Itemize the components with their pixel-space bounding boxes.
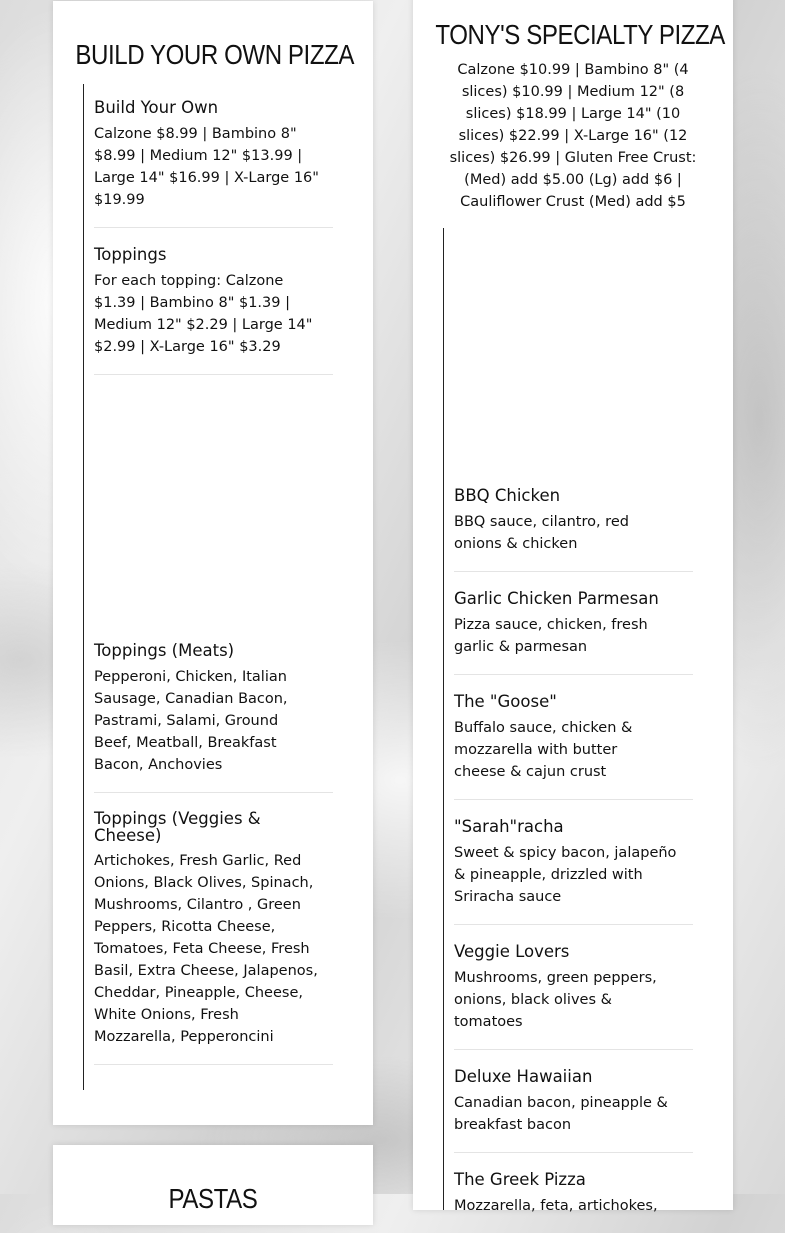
menu-item	[454, 589, 693, 675]
menu-item	[94, 641, 333, 793]
item-name: Toppings (Meats)	[94, 641, 235, 660]
menu-item	[94, 810, 333, 1065]
build-your-own-pizza-card	[53, 1, 373, 1125]
menu-item	[454, 817, 693, 925]
item-name: BBQ Chicken	[454, 486, 561, 505]
menu-item-list	[83, 84, 333, 1090]
menu-item	[454, 692, 693, 800]
pastas-card	[53, 1145, 373, 1225]
card-title: BUILD YOUR OWN PIZZA	[75, 39, 355, 70]
item-description: Mushrooms, green peppers, onions, black olives & tomatoes	[454, 970, 657, 1030]
menu-item	[454, 1170, 693, 1233]
item-description: Pepperoni, Chicken, Italian Sausage, Canadian Bacon, Pastrami, Salami, Ground Beef, Meatball, Breakfast Bacon, Anchovies	[94, 669, 288, 773]
card-subtitle: Calzone $10.99 | Bambino 8" (4 slices) $10.99 | Medium 12" (8 slices) $18.99 | Large 14" (10 slices) $22.99 | X-Large 16" (12 slices) $26.99 | Gluten Free Crust: (Med) add $5.00 (Lg) add $6 | Cauliflower Crust (Med) add $5	[449, 62, 697, 210]
menu-item	[454, 942, 693, 1050]
menu-item-list	[443, 228, 693, 1214]
item-name: Garlic Chicken Parmesan	[454, 589, 659, 608]
item-name: Toppings	[94, 245, 167, 264]
image-placeholder	[94, 392, 333, 641]
item-description: BBQ sauce, cilantro, red onions & chicken	[454, 514, 629, 552]
item-description: Artichokes, Fresh Garlic, Red Onions, Black Olives, Spinach, Mushrooms, Cilantro , Green Peppers, Ricotta Cheese, Tomatoes, Feta Cheese, Fresh Basil, Extra Cheese, Jalapenos, Cheddar, Pineapple, Cheese, White Onions, Fresh Mozzarella, Pepperoncini	[94, 853, 318, 1045]
item-name: The "Goose"	[454, 692, 557, 711]
menu-item	[454, 486, 693, 572]
item-name: The Greek Pizza	[454, 1170, 586, 1189]
item-description: Pizza sauce, chicken, fresh garlic & parmesan	[454, 617, 648, 655]
menu-item	[94, 98, 333, 228]
item-description: Canadian bacon, pineapple & breakfast bacon	[454, 1095, 668, 1133]
item-name: Deluxe Hawaiian	[454, 1067, 593, 1086]
item-description: Sweet & spicy bacon, jalapeño & pineapple, drizzled with Sriracha sauce	[454, 845, 677, 905]
item-description: For each topping: Calzone $1.39 | Bambino 8" $1.39 | Medium 12" $2.29 | Large 14" $2.99 | X-Large 16" $3.29	[94, 273, 313, 355]
item-description: Calzone $8.99 | Bambino 8" $8.99 | Medium 12" $13.99 | Large 14" $16.99 | X-Large 16" $19.99	[94, 126, 319, 208]
item-name: Build Your Own	[94, 98, 219, 117]
menu-item	[94, 245, 333, 375]
image-placeholder	[454, 228, 693, 486]
card-title: PASTAS	[168, 1183, 258, 1214]
card-title: TONY'S SPECIALTY PIZZA	[435, 19, 725, 50]
tonys-specialty-pizza-card	[413, 0, 733, 1214]
item-name: Toppings (Veggies & Cheese)	[94, 809, 261, 845]
item-name: Veggie Lovers	[454, 942, 570, 961]
item-description: Buffalo sauce, chicken & mozzarella with butter cheese & cajun crust	[454, 720, 633, 780]
item-name: "Sarah"racha	[454, 817, 564, 836]
item-description: Mozzarella, feta, artichokes,	[454, 1198, 658, 1214]
menu-item	[454, 1067, 693, 1153]
